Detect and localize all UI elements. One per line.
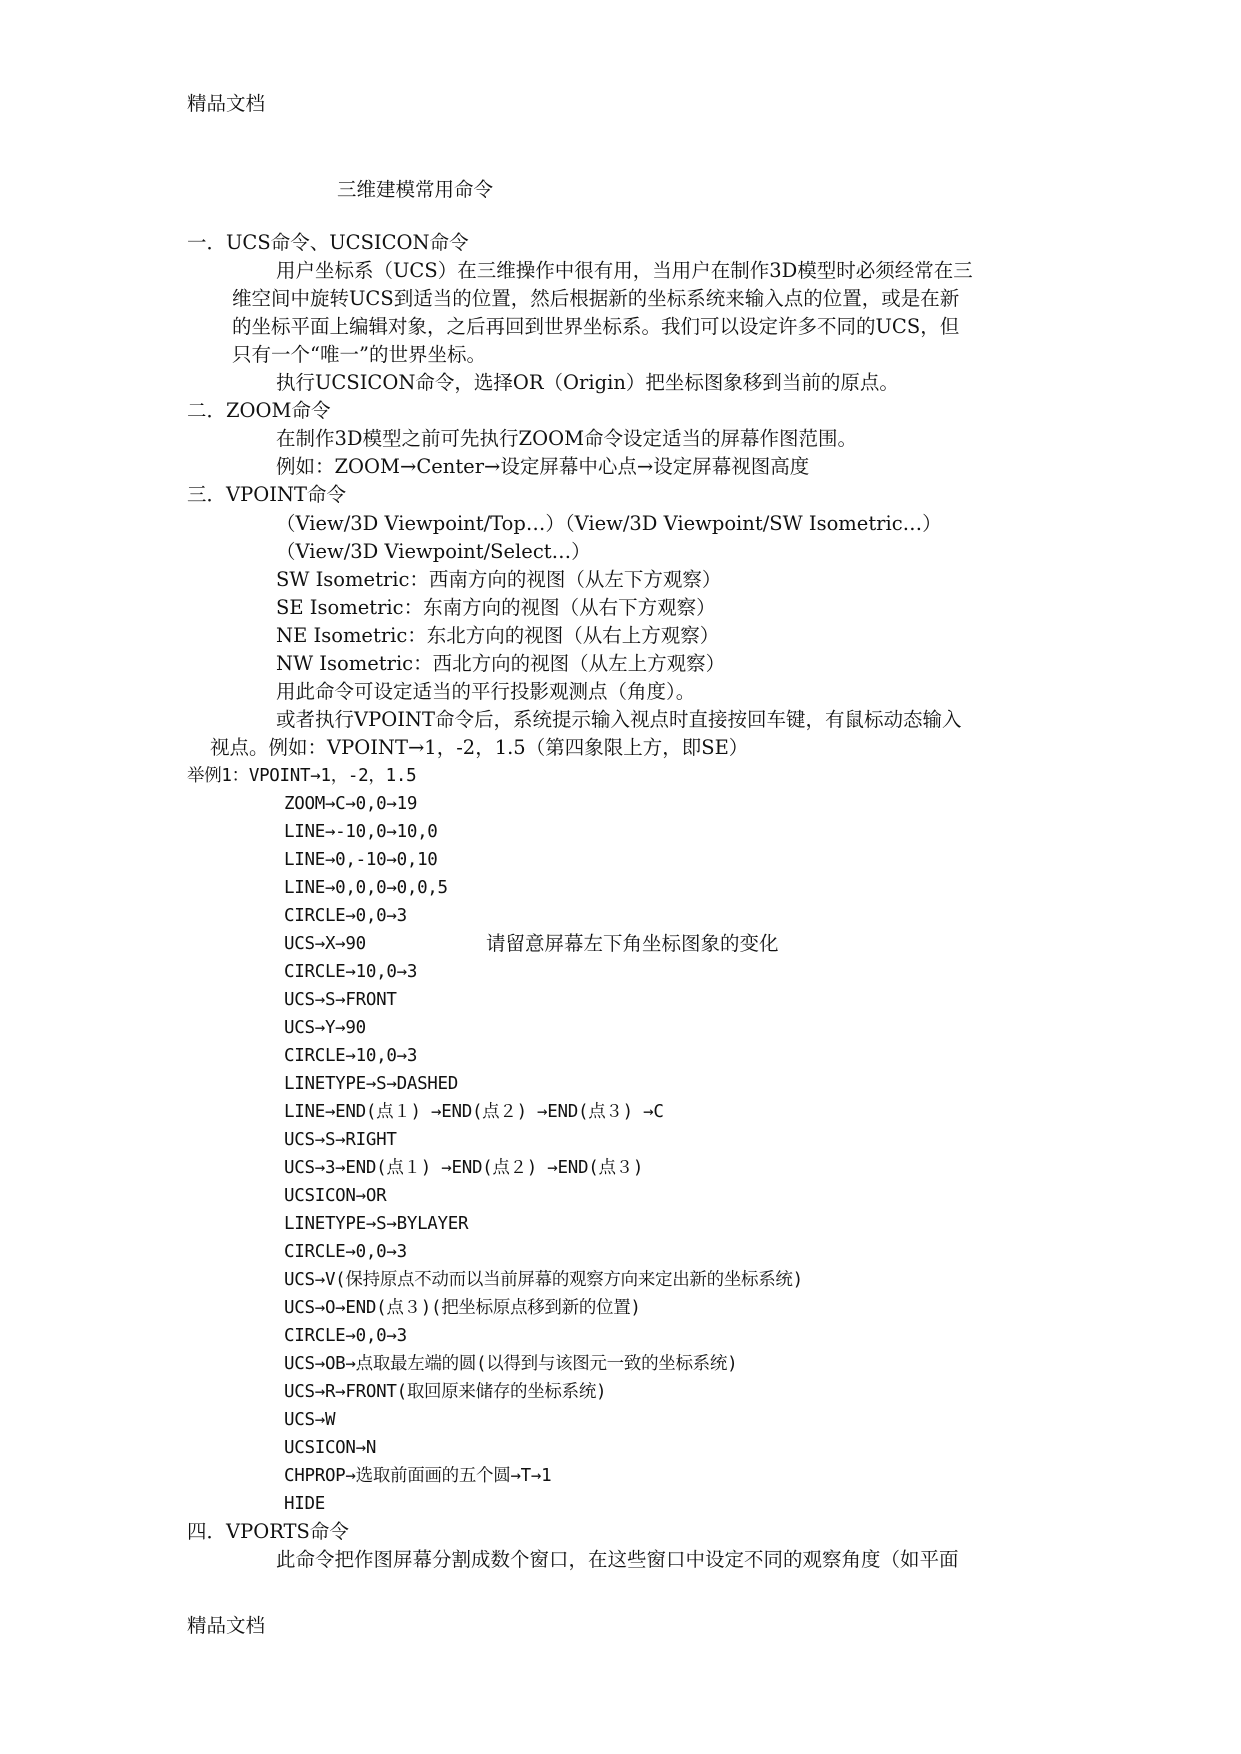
example-step: LINE→0,-10→0,10 [284, 850, 438, 870]
example-step: ZOOM→C→0,0→19 [284, 794, 418, 814]
example-step: CIRCLE→0,0→3 [284, 1242, 407, 1262]
section-1-note: 执行UCSICON命令，选择OR（Origin）把坐标图象移到当前的原点。 [276, 371, 899, 394]
example-remark: 请留意屏幕左下角坐标图象的变化 [486, 932, 779, 955]
example-1-heading: 举例1：VPOINT→1，-2，1.5 [187, 766, 417, 786]
example-step: UCSICON→N [284, 1438, 377, 1458]
section-3-heading: 三．VPOINT命令 [187, 483, 346, 506]
example-step: CIRCLE→0,0→3 [284, 1326, 407, 1346]
section-3-dynamic: 视点。例如：VPOINT→1，-2，1.5（第四象限上方，即SE） [210, 736, 749, 759]
section-1-para-line: 只有一个“唯一”的世界坐标。 [232, 343, 486, 366]
example-step: UCS→W [284, 1410, 336, 1430]
section-1-para-line: 用户坐标系（UCS）在三维操作中很有用，当用户在制作3D模型时必须经常在三 [276, 259, 973, 282]
example-step: CIRCLE→10,0→3 [284, 1046, 418, 1066]
example-step: UCSICON→OR [284, 1186, 387, 1206]
page-header: 精品文档 [187, 92, 266, 115]
example-step: UCS→V(保持原点不动而以当前屏幕的观察方向来定出新的坐标系统) [284, 1270, 803, 1290]
example-step: UCS→OB→点取最左端的圆(以得到与该图元一致的坐标系统) [284, 1354, 738, 1374]
example-step: LINETYPE→S→BYLAYER [284, 1214, 469, 1234]
section-3-dynamic: 或者执行VPOINT命令后，系统提示输入视点时直接按回车键，有鼠标动态输入 [276, 708, 962, 731]
example-step: LINE→END(点１) →END(点２) →END(点３) →C [284, 1102, 664, 1122]
section-3-menu-path: （View/3D Viewpoint/Top…）（View/3D Viewpoint/SW Isometric…） [276, 512, 942, 535]
example-step: UCS→S→FRONT [284, 990, 397, 1010]
example-step: UCS→O→END(点３)(把坐标原点移到新的位置) [284, 1298, 641, 1318]
example-step: HIDE [284, 1494, 325, 1514]
example-step: CIRCLE→0,0→3 [284, 906, 407, 926]
example-step: UCS→R→FRONT(取回原来储存的坐标系统) [284, 1382, 607, 1402]
example-step: CIRCLE→10,0→3 [284, 962, 418, 982]
section-2-line: 在制作3D模型之前可先执行ZOOM命令设定适当的屏幕作图范围。 [276, 427, 858, 450]
section-4-line: 此命令把作图屏幕分割成数个窗口，在这些窗口中设定不同的观察角度（如平面 [276, 1548, 959, 1571]
view-description: NE Isometric：东北方向的视图（从右上方观察） [276, 624, 720, 647]
section-2-heading: 二．ZOOM命令 [187, 399, 331, 422]
example-step: LINE→-10,0→10,0 [284, 822, 438, 842]
example-step: UCS→S→RIGHT [284, 1130, 397, 1150]
view-description: SE Isometric：东南方向的视图（从右下方观察） [276, 596, 716, 619]
section-3-menu-path: （View/3D Viewpoint/Select…） [276, 540, 591, 563]
section-4-heading: 四．VPORTS命令 [187, 1520, 349, 1543]
page-footer: 精品文档 [187, 1614, 266, 1637]
section-1-para-line: 维空间中旋转UCS到适当的位置，然后根据新的坐标系统来输入点的位置，或是在新 [232, 287, 960, 310]
example-step: LINETYPE→S→DASHED [284, 1074, 459, 1094]
section-1-para-line: 的坐标平面上编辑对象，之后再回到世界坐标系。我们可以设定许多不同的UCS，但 [232, 315, 960, 338]
doc-title: 三维建模常用命令 [337, 178, 494, 201]
view-description: SW Isometric：西南方向的视图（从左下方观察） [276, 568, 722, 591]
example-step: UCS→Y→90 [284, 1018, 366, 1038]
example-step: UCS→3→END(点１) →END(点２) →END(点３) [284, 1158, 644, 1178]
view-description: NW Isometric：西北方向的视图（从左上方观察） [276, 652, 726, 675]
section-3-desc: 用此命令可设定适当的平行投影观测点（角度）。 [276, 680, 696, 703]
example-step: UCS→X→90 [284, 934, 366, 954]
section-1-heading: 一．UCS命令、UCSICON命令 [187, 231, 469, 254]
section-2-example: 例如：ZOOM→Center→设定屏幕中心点→设定屏幕视图高度 [276, 455, 810, 478]
example-step: CHPROP→选取前面画的五个圆→T→1 [284, 1466, 552, 1486]
example-step: LINE→0,0,0→0,0,5 [284, 878, 448, 898]
